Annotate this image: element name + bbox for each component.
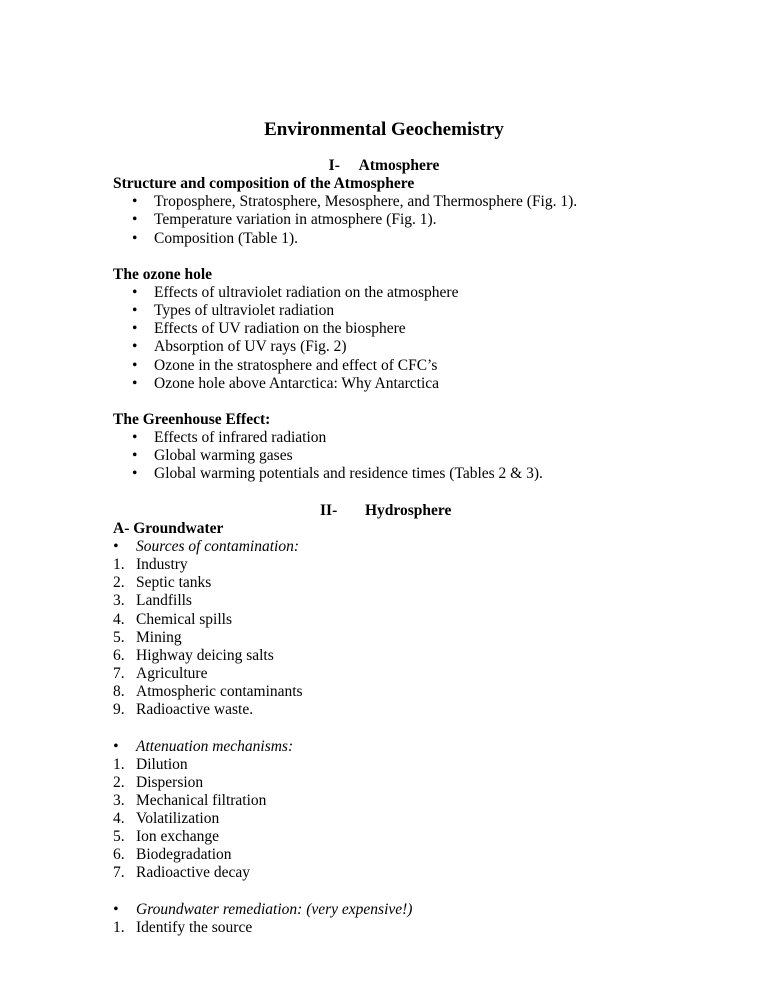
list-item-text: Biodegradation bbox=[136, 846, 232, 864]
attenuation-label bbox=[113, 738, 673, 756]
bullet-icon: • bbox=[132, 283, 138, 301]
label-text: Attenuation mechanisms: bbox=[136, 737, 294, 755]
list-number: 6. bbox=[113, 846, 125, 864]
bullet-icon: • bbox=[113, 537, 119, 555]
list-number: 7. bbox=[113, 664, 125, 682]
list-item-text: Mechanical filtration bbox=[136, 791, 267, 809]
bullet-icon: • bbox=[132, 465, 138, 483]
list-number: 8. bbox=[113, 683, 125, 701]
list-number: 2. bbox=[113, 773, 125, 791]
bullet-icon: • bbox=[132, 211, 138, 229]
greenhouse-list bbox=[113, 429, 673, 483]
list-item bbox=[113, 375, 673, 393]
list-item bbox=[113, 211, 673, 229]
list-item-text: Industry bbox=[136, 556, 188, 574]
sources-list bbox=[113, 556, 673, 719]
list-item-text: Mining bbox=[136, 628, 182, 646]
list-item-text: Global warming gases bbox=[154, 447, 293, 465]
ozone-list bbox=[113, 284, 673, 393]
list-item-text: Troposphere, Stratosphere, Mesosphere, and Thermosphere (Fig. 1). bbox=[154, 193, 578, 211]
section-title: Hydrosphere bbox=[365, 501, 452, 519]
subheading-structure: Structure and composition of the Atmosphere bbox=[113, 175, 415, 193]
list-item bbox=[113, 320, 673, 338]
list-item-text: Types of ultraviolet radiation bbox=[154, 302, 335, 320]
list-item-text: Atmospheric contaminants bbox=[136, 683, 303, 701]
list-number: 4. bbox=[113, 610, 125, 628]
sources-label bbox=[113, 538, 673, 556]
list-item-text: Landfills bbox=[136, 592, 192, 610]
list-item bbox=[113, 864, 673, 882]
list-number: 5. bbox=[113, 628, 125, 646]
list-item-text: Ozone in the stratosphere and effect of CFC’s bbox=[154, 356, 438, 374]
bullet-icon: • bbox=[132, 302, 138, 320]
list-number: 9. bbox=[113, 701, 125, 719]
list-item bbox=[113, 429, 673, 447]
document-body bbox=[113, 157, 673, 937]
list-item bbox=[113, 665, 673, 683]
list-item-text: Agriculture bbox=[136, 664, 208, 682]
list-item-text: Composition (Table 1). bbox=[154, 229, 298, 247]
subheading-greenhouse: The Greenhouse Effect: bbox=[113, 410, 271, 428]
structure-list bbox=[113, 193, 673, 247]
list-item bbox=[113, 756, 673, 774]
list-item-text: Chemical spills bbox=[136, 610, 233, 628]
list-item bbox=[113, 683, 673, 701]
list-item-text: Identify the source bbox=[136, 918, 253, 936]
list-item bbox=[113, 647, 673, 665]
list-item bbox=[113, 701, 673, 719]
list-item-text: Dispersion bbox=[136, 773, 204, 791]
list-item bbox=[113, 919, 673, 937]
list-item bbox=[113, 774, 673, 792]
document-title: Environmental Geochemistry bbox=[264, 119, 504, 140]
list-number: 3. bbox=[113, 791, 125, 809]
bullet-icon: • bbox=[132, 429, 138, 447]
list-item bbox=[113, 230, 673, 248]
list-number: 6. bbox=[113, 646, 125, 664]
list-item bbox=[113, 828, 673, 846]
section-title: Atmosphere bbox=[358, 157, 440, 174]
list-item bbox=[113, 792, 673, 810]
list-number: 4. bbox=[113, 810, 125, 828]
list-number: 5. bbox=[113, 828, 125, 846]
list-number: 7. bbox=[113, 864, 125, 882]
bullet-icon: • bbox=[132, 447, 138, 465]
list-item-text: Volatilization bbox=[136, 810, 220, 828]
list-item-text: Ion exchange bbox=[136, 828, 220, 846]
list-item-text: Absorption of UV rays (Fig. 2) bbox=[154, 338, 347, 356]
list-item bbox=[113, 629, 673, 647]
remediation-label bbox=[113, 901, 673, 919]
list-item-text: Ozone hole above Antarctica: Why Antarctica bbox=[154, 374, 440, 392]
label-text: Groundwater remediation: (very expensive!) bbox=[136, 900, 413, 918]
bullet-icon: • bbox=[113, 737, 119, 755]
subheading-groundwater: A- Groundwater bbox=[113, 519, 224, 537]
list-item-text: Effects of ultraviolet radiation on the atmosphere bbox=[154, 283, 459, 301]
list-item bbox=[113, 284, 673, 302]
list-item bbox=[113, 447, 673, 465]
list-item bbox=[113, 338, 673, 356]
list-number: 2. bbox=[113, 574, 125, 592]
list-item-text: Effects of UV radiation on the biosphere bbox=[154, 320, 406, 338]
list-item bbox=[113, 302, 673, 320]
bullet-icon: • bbox=[132, 320, 138, 338]
list-item bbox=[113, 611, 673, 629]
bullet-icon: • bbox=[132, 374, 138, 392]
section-heading-atmosphere bbox=[0, 157, 768, 175]
list-number: 1. bbox=[113, 918, 125, 936]
list-item bbox=[113, 592, 673, 610]
list-item-text: Dilution bbox=[136, 755, 188, 773]
section-number: I- bbox=[328, 157, 340, 174]
subheading-ozone: The ozone hole bbox=[113, 265, 213, 283]
list-item-text: Radioactive decay bbox=[136, 864, 251, 882]
list-item bbox=[113, 556, 673, 574]
list-item-text: Global warming potentials and residence times (Tables 2 & 3). bbox=[154, 465, 543, 483]
section-number: II- bbox=[320, 501, 338, 519]
bullet-icon: • bbox=[132, 193, 138, 211]
list-number: 1. bbox=[113, 556, 125, 574]
list-item bbox=[113, 810, 673, 828]
bullet-icon: • bbox=[113, 900, 119, 918]
bullet-icon: • bbox=[132, 229, 138, 247]
list-item-text: Highway deicing salts bbox=[136, 646, 274, 664]
bullet-icon: • bbox=[132, 338, 138, 356]
bullet-icon: • bbox=[132, 356, 138, 374]
list-number: 3. bbox=[113, 592, 125, 610]
section-heading-hydrosphere bbox=[113, 502, 673, 520]
label-text: Sources of contamination: bbox=[136, 537, 300, 555]
list-item bbox=[113, 574, 673, 592]
list-item-text: Effects of infrared radiation bbox=[154, 429, 327, 447]
list-number: 1. bbox=[113, 755, 125, 773]
list-item-text: Septic tanks bbox=[136, 574, 212, 592]
remediation-list bbox=[113, 919, 673, 937]
list-item bbox=[113, 357, 673, 375]
list-item bbox=[113, 846, 673, 864]
list-item-text: Temperature variation in atmosphere (Fig. 1). bbox=[154, 211, 437, 229]
list-item bbox=[113, 193, 673, 211]
attenuation-list bbox=[113, 756, 673, 883]
list-item bbox=[113, 465, 673, 483]
list-item-text: Radioactive waste. bbox=[136, 701, 254, 719]
